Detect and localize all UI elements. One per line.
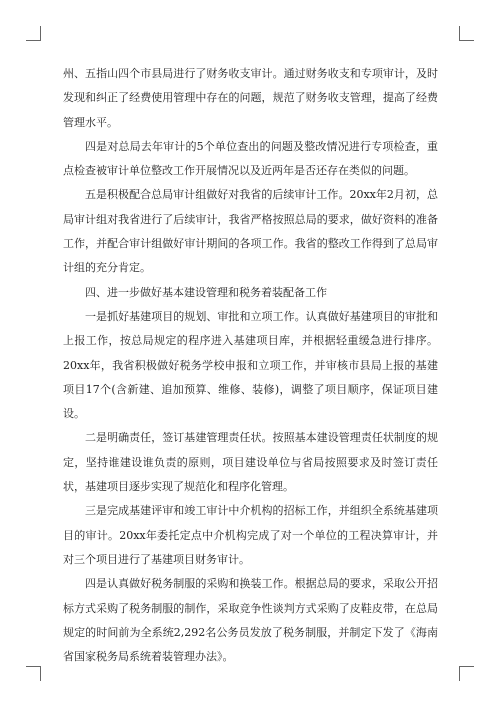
crop-mark-top-left	[26, 26, 41, 41]
paragraph: 一是抓好基建项目的规划、审批和立项工作。认真做好基建项目的审批和上报工作，按总局规定的程序进入基建项目库，并根据轻重缓急进行排序。20xx年，我省积极做好税务学校申报和立项工作，并审核市县局上报的基建项目17个(含新建、追加预算、维修、装修)，调整了项目顺序，保证项目建设。	[63, 309, 438, 421]
crop-mark-top-right	[459, 26, 474, 41]
crop-mark-bottom-left	[26, 666, 41, 681]
section-heading: 四、进一步做好基本建设管理和税务着装配备工作	[85, 285, 327, 299]
document-body	[63, 62, 438, 669]
paragraph: 五是积极配合总局审计组做好对我省的后续审计工作。20xx年2月初，总局审计组对我省进行了后续审计，我省严格按照总局的要求，做好资料的准备工作，并配合审计组做好审计期间的各项工作。我省的整改工作得到了总局审计组的充分肯定。	[63, 188, 438, 275]
paragraph: 四是认真做好税务制服的采购和换装工作。根据总局的要求，采取公开招标方式采购了税务制服的制作，采取竞争性谈判方式采购了皮鞋皮带，在总局规定的时间前为全系统2,292名公务员发放了税务制服，并制定下发了《海南省国家税务局系统着装管理办法》。	[63, 577, 438, 664]
paragraph: 二是明确责任，签订基建管理责任状。按照基本建设管理责任状制度的规定，坚持谁建设谁负责的原则，项目建设单位与省局按照要求及时签订责任状，基建项目逐步实现了规范化和程序化管理。	[63, 431, 438, 494]
paragraph-continuation: 州、五指山四个市县局进行了财务收支审计。通过财务收支和专项审计，及时发现和纠正了经费使用管理中存在的问题，规范了财务收支管理，提高了经费管理水平。	[63, 67, 438, 129]
paragraph: 三是完成基建评审和竣工审计中介机构的招标工作，并组织全系统基建项目的审计。20xx年委托定点中介机构完成了对一个单位的工程决算审计，并对三个项目进行了基建项目财务审计。	[63, 504, 438, 566]
paragraph: 四是对总局去年审计的5个单位查出的问题及整改情况进行专项检查，重点检查被审计单位整改工作开展情况以及近两年是否还存在类似的问题。	[63, 139, 438, 178]
crop-mark-bottom-right	[459, 666, 474, 681]
